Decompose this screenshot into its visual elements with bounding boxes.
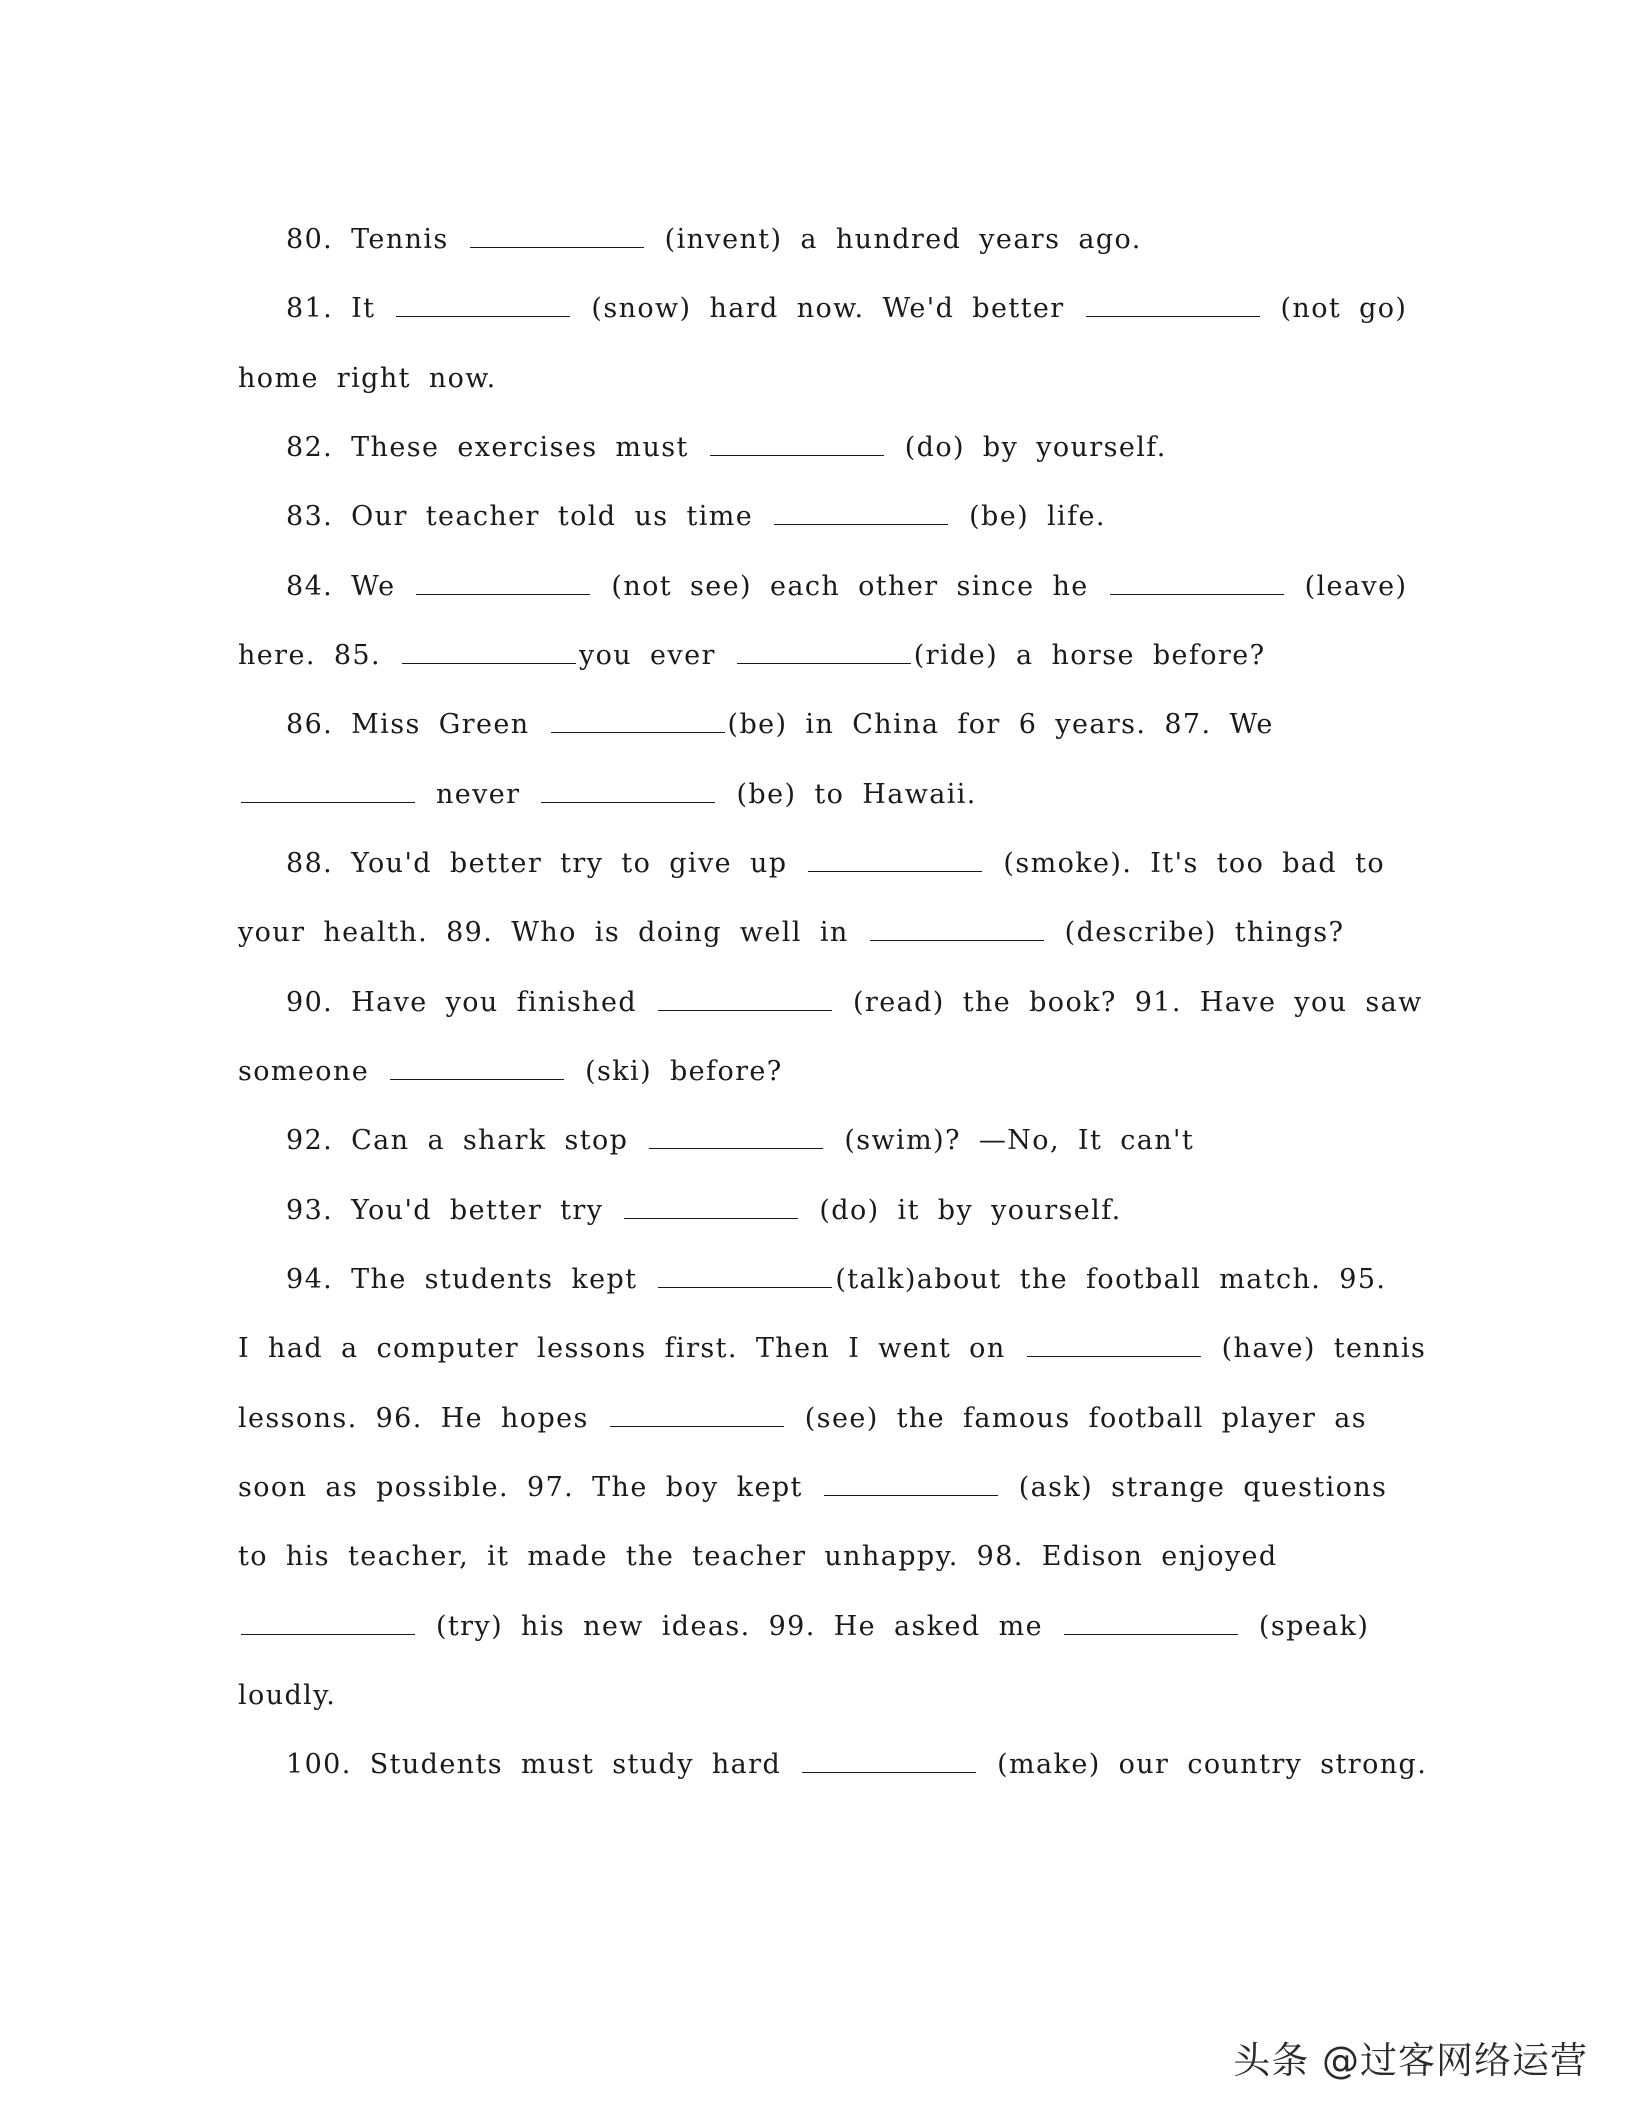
exercise-text: (snow) hard now. We'd better: [573, 293, 1083, 324]
exercise-text: 94. The students kept: [286, 1264, 656, 1295]
exercise-line: [238, 1384, 1367, 1454]
answer-blank: [551, 708, 725, 733]
exercise-text: (ski) before?: [567, 1056, 783, 1087]
exercise-text: (read) the book? 91. Have you saw: [835, 987, 1423, 1018]
exercise-text: (swim)? —No, It can't: [826, 1125, 1195, 1156]
exercise-text: (try) his new ideas. 99. He asked me: [418, 1611, 1061, 1642]
exercise-text: (be) to Hawaii.: [718, 779, 977, 810]
answer-blank: [658, 986, 832, 1011]
exercise-text: (have) tennis: [1203, 1333, 1427, 1364]
exercise-text: (ask) strange questions: [1000, 1472, 1388, 1503]
answer-blank: [624, 1194, 798, 1219]
exercise-text: (talk)about the football match. 95.: [835, 1264, 1387, 1295]
exercise-text: 86. Miss Green: [286, 709, 548, 740]
exercise-text: (be) life.: [951, 501, 1106, 532]
exercise-line: [286, 1245, 1386, 1315]
answer-blank: [802, 1748, 976, 1773]
exercise-line: [238, 898, 1344, 968]
exercise-line: [286, 274, 1407, 344]
exercise-text: (not go): [1262, 293, 1408, 324]
exercise-text: (make) our country strong.: [979, 1749, 1428, 1780]
exercise-line: [238, 621, 1266, 691]
exercise-line: [286, 968, 1423, 1038]
exercise-text: (speak): [1240, 1611, 1370, 1642]
answer-blank: [610, 1402, 784, 1427]
answer-blank: [774, 500, 948, 525]
exercise-text: (describe) things?: [1046, 917, 1345, 948]
exercise-text: 83. Our teacher told us time: [286, 501, 772, 532]
watermark: 头条 @过客网络运营: [1233, 2039, 1588, 2082]
exercise-text: 82. These exercises must: [286, 432, 707, 463]
exercise-line: [238, 760, 977, 830]
answer-blank: [241, 778, 415, 803]
answer-blank: [824, 1471, 998, 1496]
exercise-text: someone: [238, 1056, 388, 1087]
exercise-line: [286, 552, 1407, 622]
exercise-text: 88. You'd better try to give up: [286, 848, 806, 879]
answer-blank: [710, 431, 884, 456]
exercise-line: [286, 205, 1142, 275]
exercise-line: [286, 690, 1274, 760]
exercise-text: never: [418, 779, 539, 810]
exercise-text: (be) in China for 6 years. 87. We: [727, 709, 1274, 740]
answer-blank: [416, 570, 590, 595]
exercise-text: 92. Can a shark stop: [286, 1125, 647, 1156]
exercise-line: [286, 1106, 1194, 1176]
exercise-text: you ever: [578, 640, 734, 671]
exercise-line: [286, 1730, 1427, 1800]
exercise-text: (invent) a hundred years ago.: [646, 224, 1142, 255]
exercise-text: loudly.: [238, 1680, 337, 1711]
answer-blank: [658, 1263, 832, 1288]
answer-blank: [649, 1124, 823, 1149]
answer-blank: [541, 778, 715, 803]
exercise-line: [238, 1522, 1278, 1592]
exercise-text: (do) by yourself.: [886, 432, 1167, 463]
exercise-line: [238, 344, 497, 414]
answer-blank: [737, 639, 911, 664]
exercise-line: [238, 1592, 1369, 1662]
exercise-line: [238, 1453, 1387, 1523]
exercise-text: 84. We: [286, 571, 414, 602]
exercise-text: 100. Students must study hard: [286, 1749, 800, 1780]
answer-blank: [402, 639, 576, 664]
exercise-text: I had a computer lessons first. Then I went on: [238, 1333, 1024, 1364]
answer-blank: [470, 223, 644, 248]
answer-blank: [1027, 1332, 1201, 1357]
exercise-text: 90. Have you finished: [286, 987, 656, 1018]
exercise-line: [238, 1037, 783, 1107]
answer-blank: [1110, 570, 1284, 595]
exercise-text: here. 85.: [238, 640, 399, 671]
answer-blank: [1086, 292, 1260, 317]
exercise-text: 81. It: [286, 293, 394, 324]
answer-blank: [241, 1610, 415, 1635]
answer-blank: [396, 292, 570, 317]
answer-blank: [390, 1055, 564, 1080]
exercise-text: (do) it by yourself.: [801, 1195, 1122, 1226]
exercise-text: lessons. 96. He hopes: [238, 1403, 607, 1434]
exercise-text: (smoke). It's too bad to: [985, 848, 1385, 879]
exercise-text: (ride) a horse before?: [913, 640, 1266, 671]
exercise-text: home right now.: [238, 363, 497, 394]
exercise-text: soon as possible. 97. The boy kept: [238, 1472, 821, 1503]
exercise-line: [238, 1661, 336, 1731]
exercise-text: to his teacher, it made the teacher unhappy. 98. Edison enjoyed: [238, 1541, 1278, 1572]
answer-blank: [870, 916, 1044, 941]
exercise-text: 93. You'd better try: [286, 1195, 622, 1226]
exercise-text: (see) the famous football player as: [786, 1403, 1368, 1434]
exercise-text: (leave): [1286, 571, 1408, 602]
exercise-text: 80. Tennis: [286, 224, 467, 255]
exercise-text: your health. 89. Who is doing well in: [238, 917, 867, 948]
answer-blank: [808, 847, 982, 872]
exercise-text: (not see) each other since he: [593, 571, 1107, 602]
answer-blank: [1064, 1610, 1238, 1635]
exercise-line: [286, 413, 1167, 483]
exercise-line: [286, 829, 1385, 899]
exercise-line: [238, 1314, 1426, 1384]
exercise-line: [286, 482, 1106, 552]
exercise-line: [286, 1176, 1122, 1246]
